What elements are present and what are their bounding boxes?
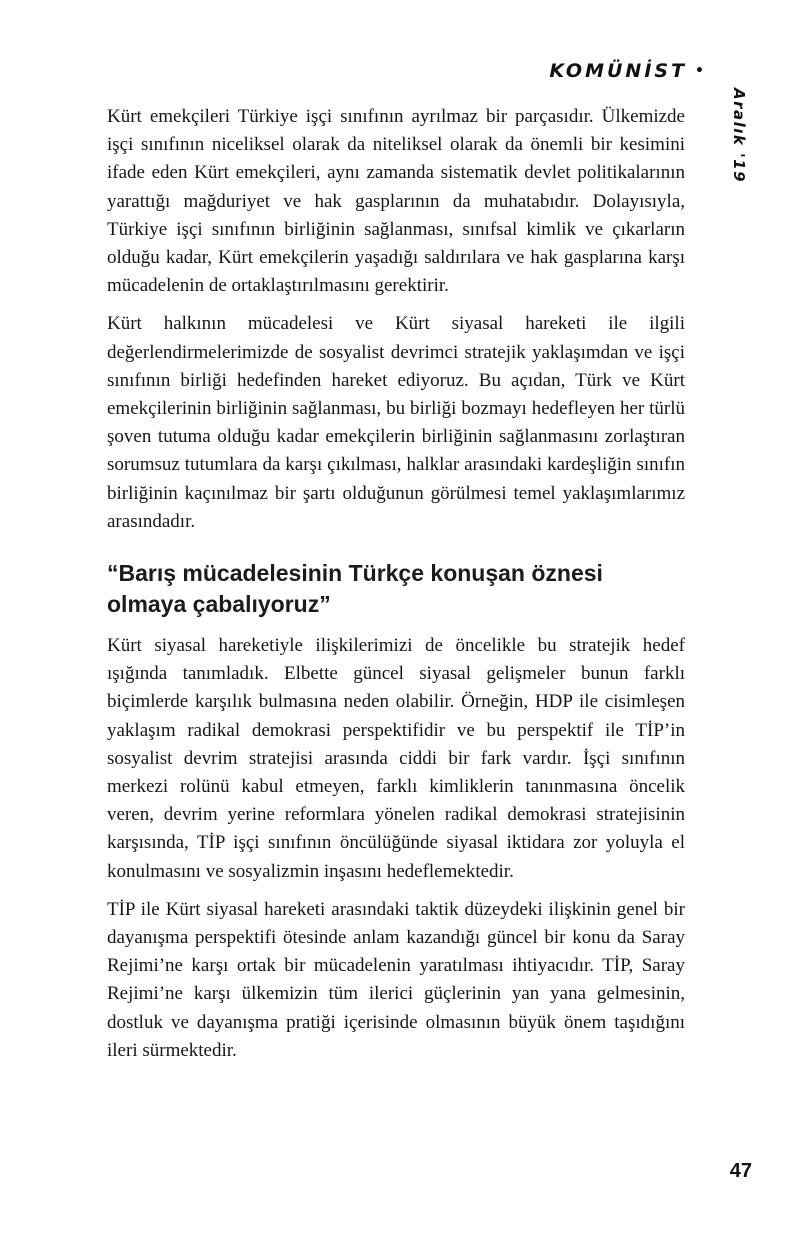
article-body [107, 103, 685, 1075]
paragraph-2: Kürt halkının mücadelesi ve Kürt siyasal hareketi ile ilgili değerlendirmelerimizde de sosyalist devrimci stratejik yaklaşımdan ve işçi sınıfının birliği hedefinden hareket ediyoruz. Bu açıdan, Türk ve Kürt emekçilerinin birliğinin sağlanması, bu birliği bozmayı hedefleyen her türlü şoven tutuma olduğu kadar emekçilerin birliğinin sağlanmasını zorlaştıran sorumsuz tutumlara da karşı çıkılması, halklar arasındaki kardeşliğin sınıfın birliğinin kaçınılmaz bir şartı olduğunun görülmesi temel yaklaşımlarımız arasındadır. [107, 313, 685, 532]
paragraph-3: Kürt siyasal hareketiyle ilişkilerimizi de öncelikle bu stratejik hedef ışığında tanımladık. Elbette güncel siyasal gelişmeler bunun farklı biçimlerde karşılık bulmasına neden olabilir. Örneğin, HDP ile cisimleşen yaklaşım radikal demokrasi perspektifidir ve bu perspektif ile TİP’in sosyalist devrim stratejisi arasında ciddi bir fark vardır. İşçi sınıfının merkezi rolünü kabul etmeyen, farklı kimliklerin tanınmasına öncelik veren, devrim yerine reformlara yönelen radikal demokrasi stratejisinin karşısında, TİP işçi sınıfının öncülüğünde siyasal iktidara zor yoluyla el konulmasını ve sosyalizmin inşasını hedeflemektedir. [107, 635, 685, 882]
paragraph-4: TİP ile Kürt siyasal hareketi arasındaki taktik düzeydeki ilişkinin genel bir dayanışma perspektifi ötesinde anlam kazandığı güncel bir konu da Saray Rejimi’ne karşı ortak bir mücadelenin yaratılması ihtiyacıdır. TİP, Saray Rejimi’ne karşı ülkemizin tüm ilerici güçlerinin yan yana gelmesinin, dostluk ve dayanışma pratiği içerisinde olmasının büyük önem taşıdığını ileri sürmektedir. [107, 898, 685, 1061]
edition-date: Aralık '19 [730, 88, 748, 184]
masthead-title: KOMÜNİST [549, 60, 688, 82]
section-heading: “Barış mücadelesinin Türkçe konuşan öznesi olmaya çabalıyoruz” [107, 560, 603, 618]
masthead [549, 60, 704, 82]
masthead-bullet: • [695, 63, 704, 79]
page-number: 47 [729, 1160, 752, 1182]
paragraph-1: Kürt emekçileri Türkiye işçi sınıfının ayrılmaz bir parçasıdır. Ülkemizde işçi sınıfının niceliksel olarak da niteliksel olarak da önemli bir kesimini ifade eden Kürt emekçileri, aynı zamanda sistematik devlet politikalarının yarattığı mağduriyet ve hak gasplarının da muhatabıdır. Dolayısıyla, Türkiye işçi sınıfının birliğinin sağlanması, sınıfsal kimlik ve çıkarların olduğu kadar, Kürt emekçilerin yaşadığı saldırılara ve hak gasplarına karşı mücadelenin de ortaklaştırılmasını gerektirir. [107, 106, 685, 297]
